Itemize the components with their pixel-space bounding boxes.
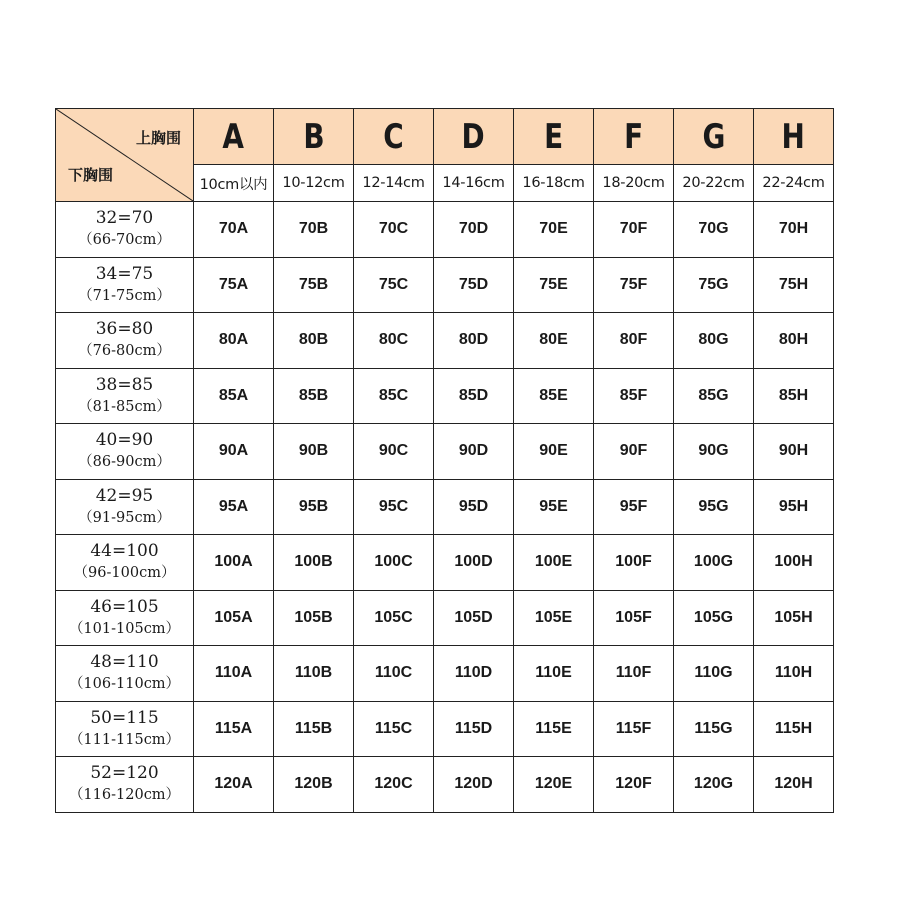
cup-range-g: 20-22cm <box>674 165 754 202</box>
size-cell: 70A <box>194 202 274 258</box>
size-cell: 85G <box>674 368 754 424</box>
cup-letter-text: B <box>302 116 325 157</box>
size-cell: 70E <box>514 202 594 258</box>
size-cell: 100A <box>194 535 274 591</box>
size-cell: 105F <box>594 590 674 646</box>
cup-range-c: 12-14cm <box>354 165 434 202</box>
size-cell: 85B <box>274 368 354 424</box>
band-size-cell <box>56 646 194 702</box>
cup-letter-d <box>434 109 514 165</box>
band-range-label: （71-75cm） <box>78 287 171 304</box>
cup-range-f: 18-20cm <box>594 165 674 202</box>
cup-letter-text: A <box>222 116 245 157</box>
size-cell: 80G <box>674 313 754 369</box>
size-cell: 95H <box>754 479 834 535</box>
size-cell: 85F <box>594 368 674 424</box>
size-cell: 90A <box>194 424 274 480</box>
size-cell: 85A <box>194 368 274 424</box>
size-cell: 120B <box>274 757 354 813</box>
size-cell: 80D <box>434 313 514 369</box>
cup-range-h: 22-24cm <box>754 165 834 202</box>
table-row <box>56 424 834 480</box>
size-cell: 115E <box>514 701 594 757</box>
band-size-cell <box>56 368 194 424</box>
size-cell: 100F <box>594 535 674 591</box>
cup-letter-text: D <box>461 116 486 157</box>
band-size-cell <box>56 257 194 313</box>
size-cell: 120D <box>434 757 514 813</box>
band-size-label: 38=85 <box>95 374 154 395</box>
cup-letter-text: H <box>781 116 806 157</box>
size-cell: 70F <box>594 202 674 258</box>
size-cell: 105D <box>434 590 514 646</box>
band-size-cell <box>56 590 194 646</box>
size-cell: 80B <box>274 313 354 369</box>
size-cell: 95G <box>674 479 754 535</box>
size-cell: 100E <box>514 535 594 591</box>
size-cell: 100D <box>434 535 514 591</box>
size-cell: 120G <box>674 757 754 813</box>
size-cell: 95D <box>434 479 514 535</box>
size-cell: 120E <box>514 757 594 813</box>
band-range-label: （76-80cm） <box>78 343 171 360</box>
size-cell: 80A <box>194 313 274 369</box>
cup-letter-text: E <box>543 116 564 157</box>
band-range-label: （81-85cm） <box>78 398 171 415</box>
size-cell: 105B <box>274 590 354 646</box>
size-cell: 105G <box>674 590 754 646</box>
cup-letter-a <box>194 109 274 165</box>
size-cell: 75G <box>674 257 754 313</box>
size-cell: 105E <box>514 590 594 646</box>
cup-letter-g <box>674 109 754 165</box>
band-range-label: （116-120cm） <box>68 787 181 804</box>
size-cell: 95F <box>594 479 674 535</box>
size-cell: 90F <box>594 424 674 480</box>
size-cell: 80H <box>754 313 834 369</box>
band-range-label: （66-70cm） <box>78 232 171 249</box>
size-cell: 70H <box>754 202 834 258</box>
size-cell: 115C <box>354 701 434 757</box>
cup-letter-row <box>56 109 834 165</box>
table-row <box>56 313 834 369</box>
size-cell: 95E <box>514 479 594 535</box>
cup-letter-h <box>754 109 834 165</box>
band-range-label: （96-100cm） <box>73 565 176 582</box>
size-cell: 115D <box>434 701 514 757</box>
table-row <box>56 701 834 757</box>
size-cell: 75A <box>194 257 274 313</box>
size-cell: 110A <box>194 646 274 702</box>
size-cell: 110C <box>354 646 434 702</box>
size-cell: 120F <box>594 757 674 813</box>
size-cell: 110F <box>594 646 674 702</box>
band-size-label: 48=110 <box>90 652 159 673</box>
cup-letter-text: G <box>702 116 725 157</box>
size-cell: 100H <box>754 535 834 591</box>
band-size-cell <box>56 202 194 258</box>
size-cell: 95B <box>274 479 354 535</box>
size-cell: 85E <box>514 368 594 424</box>
size-cell: 115B <box>274 701 354 757</box>
size-cell: 90H <box>754 424 834 480</box>
band-range-label: （111-115cm） <box>68 731 181 748</box>
size-cell: 90C <box>354 424 434 480</box>
cup-range-e: 16-18cm <box>514 165 594 202</box>
size-cell: 70D <box>434 202 514 258</box>
size-cell: 80C <box>354 313 434 369</box>
band-size-cell <box>56 701 194 757</box>
band-size-label: 32=70 <box>95 208 154 229</box>
band-size-cell <box>56 424 194 480</box>
size-cell: 80F <box>594 313 674 369</box>
size-cell: 70C <box>354 202 434 258</box>
size-cell: 115H <box>754 701 834 757</box>
cup-letter-c <box>354 109 434 165</box>
band-size-label: 36=80 <box>95 319 154 340</box>
band-size-cell <box>56 535 194 591</box>
cup-letter-e <box>514 109 594 165</box>
size-cell: 90B <box>274 424 354 480</box>
band-size-cell <box>56 757 194 813</box>
size-cell: 105A <box>194 590 274 646</box>
size-cell: 75B <box>274 257 354 313</box>
band-size-cell <box>56 479 194 535</box>
size-cell: 110E <box>514 646 594 702</box>
size-cell: 85D <box>434 368 514 424</box>
size-cell: 110H <box>754 646 834 702</box>
size-cell: 110G <box>674 646 754 702</box>
table-row <box>56 646 834 702</box>
size-cell: 75C <box>354 257 434 313</box>
band-size-label: 52=120 <box>90 763 159 784</box>
bra-size-table <box>55 108 834 813</box>
size-cell: 100C <box>354 535 434 591</box>
band-size-label: 40=90 <box>95 430 154 451</box>
size-cell: 115G <box>674 701 754 757</box>
size-cell: 75F <box>594 257 674 313</box>
size-cell: 75H <box>754 257 834 313</box>
size-cell: 95A <box>194 479 274 535</box>
size-cell: 75E <box>514 257 594 313</box>
size-cell: 90D <box>434 424 514 480</box>
size-cell: 75D <box>434 257 514 313</box>
size-cell: 105H <box>754 590 834 646</box>
size-cell: 120H <box>754 757 834 813</box>
table-row <box>56 368 834 424</box>
size-cell: 100G <box>674 535 754 591</box>
band-range-label: （91-95cm） <box>78 509 171 526</box>
band-size-cell <box>56 313 194 369</box>
band-size-label: 42=95 <box>95 485 154 506</box>
table-body <box>56 109 834 813</box>
table-row <box>56 257 834 313</box>
size-cell: 85C <box>354 368 434 424</box>
upper-bust-label: 上胸围 <box>135 129 181 147</box>
band-range-label: （86-90cm） <box>78 454 171 471</box>
size-cell: 80E <box>514 313 594 369</box>
table-row <box>56 202 834 258</box>
table-row <box>56 479 834 535</box>
band-range-label: （106-110cm） <box>68 676 181 693</box>
cup-letter-text: F <box>623 116 644 157</box>
table-row <box>56 757 834 813</box>
size-cell: 95C <box>354 479 434 535</box>
cup-letter-f <box>594 109 674 165</box>
table-row <box>56 590 834 646</box>
size-cell: 110D <box>434 646 514 702</box>
cup-range-a: 10cm以内 <box>194 165 274 202</box>
size-cell: 70B <box>274 202 354 258</box>
band-range-label: （101-105cm） <box>68 620 181 637</box>
band-size-label: 44=100 <box>90 541 159 562</box>
band-size-label: 46=105 <box>90 596 159 617</box>
cup-range-d: 14-16cm <box>434 165 514 202</box>
size-cell: 90G <box>674 424 754 480</box>
size-cell: 115A <box>194 701 274 757</box>
size-cell: 70G <box>674 202 754 258</box>
size-cell: 105C <box>354 590 434 646</box>
size-cell: 85H <box>754 368 834 424</box>
size-cell: 120A <box>194 757 274 813</box>
band-size-label: 50=115 <box>90 707 159 728</box>
size-cell: 100B <box>274 535 354 591</box>
cup-letter-b <box>274 109 354 165</box>
size-cell: 115F <box>594 701 674 757</box>
diagonal-divider <box>56 109 193 201</box>
corner-header-cell <box>56 109 194 202</box>
size-cell: 110B <box>274 646 354 702</box>
size-cell: 120C <box>354 757 434 813</box>
size-cell: 90E <box>514 424 594 480</box>
cup-range-b: 10-12cm <box>274 165 354 202</box>
cup-letter-text: C <box>383 116 404 157</box>
band-size-label: 34=75 <box>95 263 154 284</box>
table-row <box>56 535 834 591</box>
under-bust-label: 下胸围 <box>68 166 114 184</box>
